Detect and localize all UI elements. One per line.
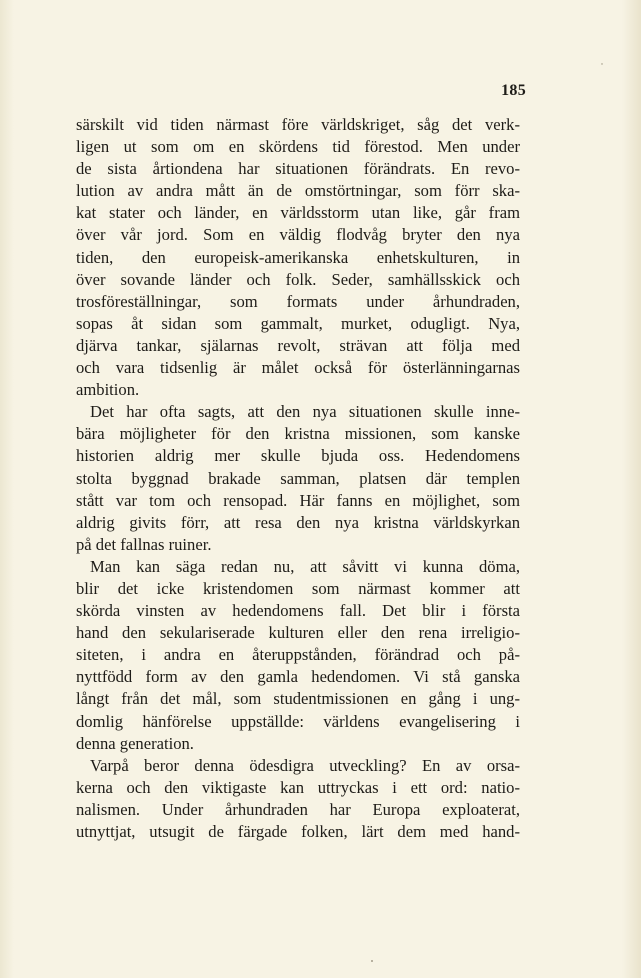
text-line: särskilt vid tiden närmast före världskriget, såg det verk- bbox=[76, 115, 520, 134]
text-line: över sovande länder och folk. Seder, samhällsskick och bbox=[76, 269, 520, 289]
text-line: och vara tidsenlig är målet också för österlänningarnas bbox=[76, 358, 520, 378]
text-line: skörda vinsten av hedendomens fall. Det blir i första bbox=[76, 601, 520, 621]
text-line: domlig hänförelse uppställde: världens evangelisering i bbox=[76, 711, 520, 731]
text-line: nalismen. Under århundraden har Europa exploaterat, bbox=[76, 799, 520, 819]
text-line: nyttfödd form av den gamla hedendomen. Vi stå ganska bbox=[76, 667, 520, 687]
text-line: djärva tankar, själarnas revolt, strävan att följa med bbox=[76, 335, 520, 355]
text-line: lution av andra mått än de omstörtningar, som förr ska- bbox=[76, 181, 520, 201]
text-line: bära möjligheter för den kristna missionen, som kanske bbox=[76, 424, 520, 444]
text-line: denna generation. bbox=[76, 733, 194, 753]
text-line: över vår jord. Som en väldig flodvåg bryter den nya bbox=[76, 225, 520, 245]
text-line: stått var tom och rensopad. Här fanns en möjlighet, som bbox=[76, 490, 520, 510]
text-line: långt från det mål, som studentmissionen en gång i ung- bbox=[76, 689, 520, 709]
text-line: på det fallnas ruiner. bbox=[76, 534, 212, 554]
text-line: blir det icke kristendomen som närmast kommer att bbox=[76, 578, 520, 598]
text-line: ambition. bbox=[76, 380, 140, 400]
page-number: 185 bbox=[501, 82, 526, 99]
text-line: kerna och den viktigaste kan uttryckas i ett ord: natio- bbox=[76, 777, 520, 797]
text-line: Varpå beror denna ödesdigra utveckling? En av orsa- bbox=[90, 755, 520, 775]
text-line: siteten, i andra en återuppstånden, förändrad och på- bbox=[76, 645, 520, 665]
text-line: kat stater och länder, en världsstorm utan like, går fram bbox=[76, 203, 520, 223]
text-line: tiden, den europeisk-amerikanska enhetskulturen, in bbox=[76, 247, 520, 267]
body-text bbox=[76, 114, 520, 843]
text-line: utnyttjat, utsugit de färgade folken, lärt dem med hand- bbox=[76, 822, 520, 841]
text-line: Man kan säga redan nu, att såvitt vi kunna döma, bbox=[90, 556, 520, 576]
text-line: ligen ut som om en skördens tid förestod. Men under bbox=[76, 137, 520, 157]
text-line: historien aldrig mer skulle bjuda oss. Hedendomens bbox=[76, 446, 520, 466]
text-line: hand den sekulariserade kulturen eller den rena irreligio- bbox=[76, 623, 520, 643]
text-line: stolta byggnad brakade samman, platsen där templen bbox=[76, 468, 520, 488]
text-line: de sista årtiondena har situationen förändrats. En revo- bbox=[76, 159, 520, 179]
text-line: sopas åt sidan som gammalt, murket, odugligt. Nya, bbox=[76, 313, 520, 333]
text-line: aldrig givits förr, att resa den nya kristna världskyrkan bbox=[76, 512, 520, 532]
text-line: Det har ofta sagts, att den nya situationen skulle inne- bbox=[90, 402, 520, 422]
text-line: trosföreställningar, som formats under århundraden, bbox=[76, 291, 520, 311]
